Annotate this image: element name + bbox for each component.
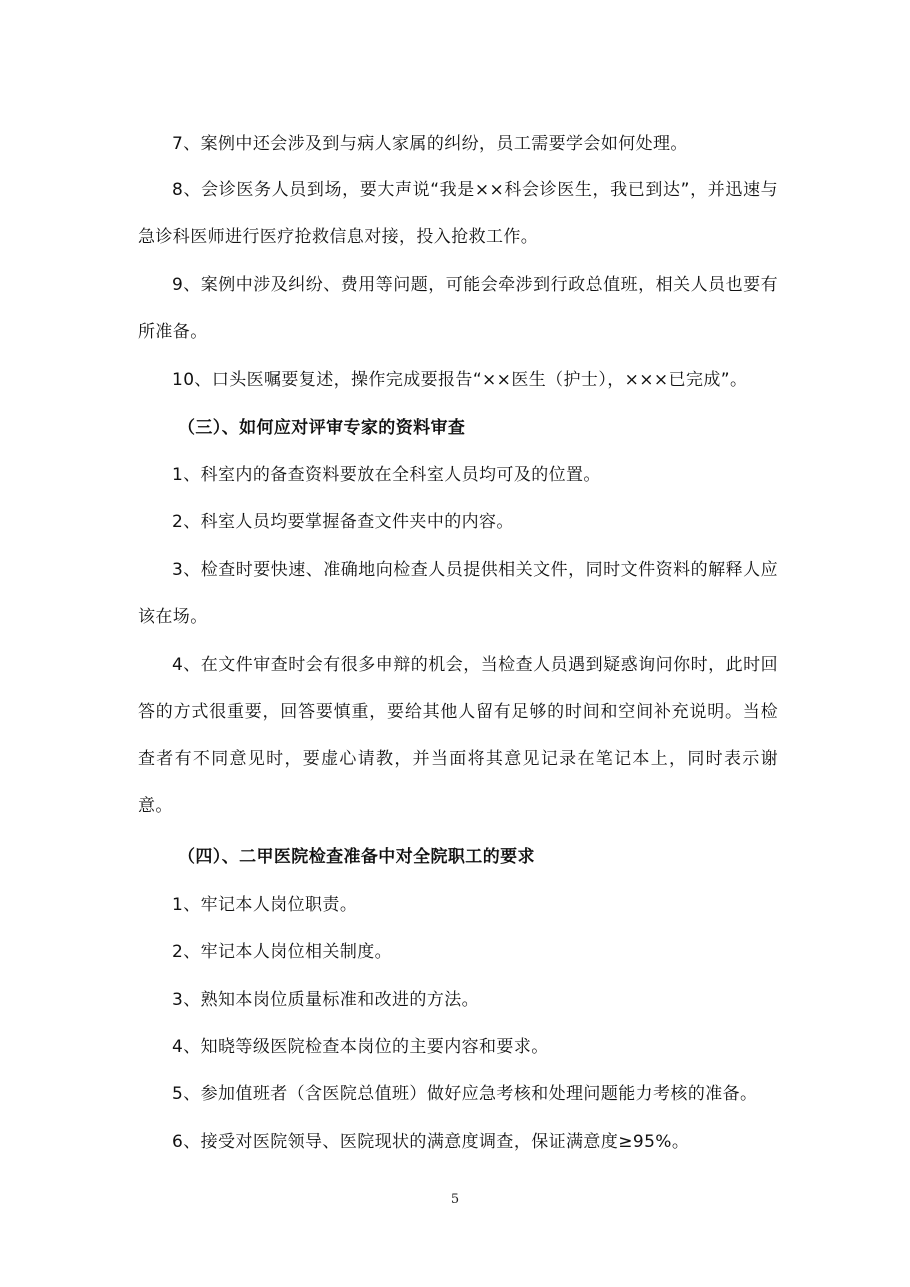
paragraph-item-3-4: 4、在文件审查时会有很多申辩的机会，当检查人员遇到疑惑询问你时，此时回答的方式很重要，回答要慎重，要给其他人留有足够的时间和空间补充说明。当检查者有不同意见时，要虚心请教，并当面将其意见记录在笔记本上，同时表示谢意。 [138, 655, 778, 816]
section-heading-4: （四）、二甲医院检查准备中对全院职工的要求 [178, 847, 535, 867]
paragraph-item-3-1: 1、科室内的备查资料要放在全科室人员均可及的位置。 [172, 465, 601, 485]
paragraph-item-4-3: 3、熟知本岗位质量标准和改进的方法。 [172, 990, 480, 1010]
paragraph-item-4-4: 4、知晓等级医院检查本岗位的主要内容和要求。 [172, 1037, 549, 1057]
paragraph-item-3-3: 3、检查时要快速、准确地向检查人员提供相关文件，同时文件资料的解释人应该在场。 [138, 560, 778, 627]
page-number: 5 [450, 1192, 460, 1207]
paragraph-item-10: 10、口头医嘱要复述，操作完成要报告“××医生（护士），×××已完成”。 [172, 370, 748, 390]
paragraph-item-4-5: 5、参加值班者（含医院总值班）做好应急考核和处理问题能力考核的准备。 [172, 1084, 758, 1104]
paragraph-item-4-6: 6、接受对医院领导、医院现状的满意度调查，保证满意度≥95%。 [172, 1132, 690, 1152]
paragraph-item-7: 7、案例中还会涉及到与病人家属的纠纷，员工需要学会如何处理。 [172, 134, 688, 154]
paragraph-item-3-2: 2、科室人员均要掌握备查文件夹中的内容。 [172, 512, 514, 532]
paragraph-item-4-2: 2、牢记本人岗位相关制度。 [172, 942, 393, 962]
paragraph-item-4-1: 1、牢记本人岗位职责。 [172, 895, 358, 915]
section-heading-3: （三）、如何应对评审专家的资料审查 [178, 418, 466, 438]
paragraph-item-9: 9、案例中涉及纠纷、费用等问题，可能会牵涉到行政总值班，相关人员也要有所准备。 [138, 275, 778, 342]
paragraph-item-8: 8、会诊医务人员到场，要大声说“我是××科会诊医生，我已到达”，并迅速与急诊科医师进行医疗抢救信息对接，投入抢救工作。 [138, 180, 778, 247]
